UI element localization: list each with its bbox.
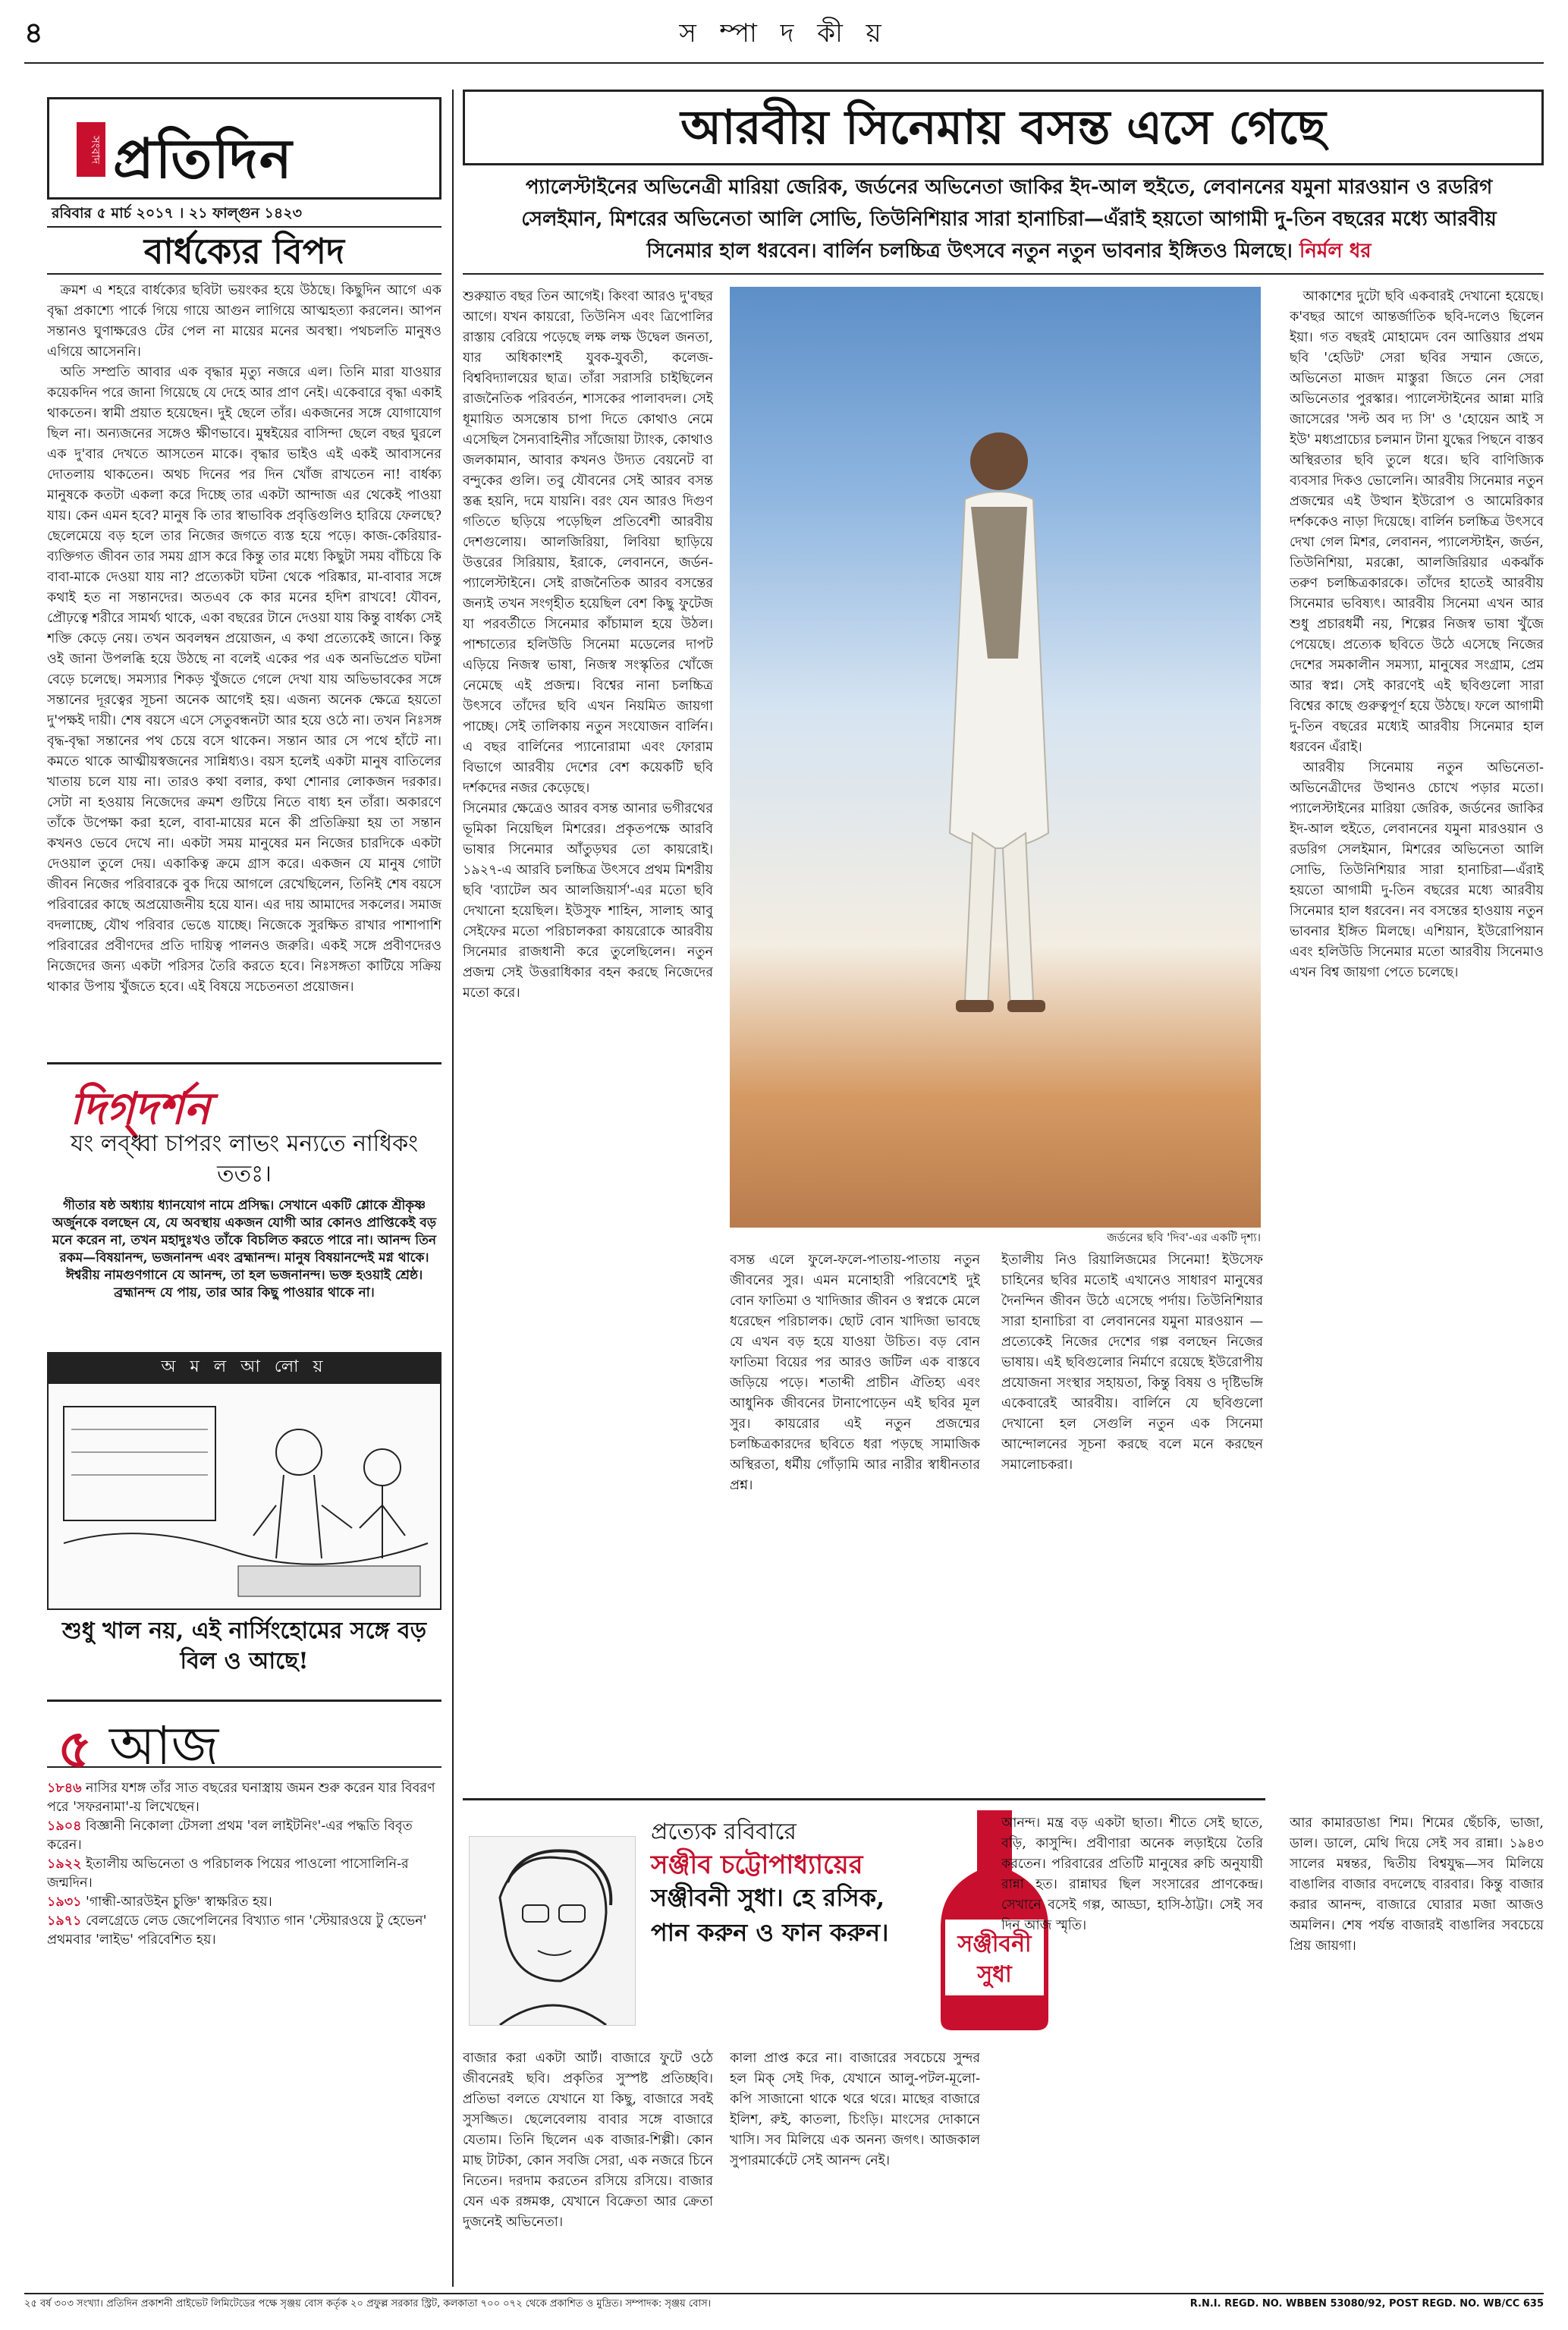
today-item — [47, 1912, 441, 1950]
today-year: ১৯৭১ — [47, 1913, 82, 1929]
today-year: ১৯২২ — [47, 1857, 82, 1872]
article-column-4 — [1290, 287, 1544, 1774]
cartoon-caption: শুধু খাল নয়, এই নার্সিংহোমের সঙ্গে বড় বিল ও আছে! — [61, 1618, 427, 1674]
column-body-3 — [1001, 1813, 1263, 2284]
today-number: ৫ — [58, 1718, 93, 1780]
column-paragraph: বাজার করা একটা আর্ট। বাজারে ফুটে ওঠে জীবনেরই ছবি। প্রকৃতির সুস্পষ্ট প্রতিচ্ছবি। প্রতিভা বলতে যেখানে যা কিছু, বাজারে সবই সুসজ্জিত। ছেলেবেলায় বাবার সঙ্গে বাজারে যেতাম। তিনি ছিলেন এক বাজার-শিল্পী। কোন মাছ টাটকা, কোন সবজি সেরা, এক নজরে চিনে নিতেন। দরদাম করতেন রসিয়ে রসিয়ে। বাজার যেন এক রঙ্গমঞ্চ, যেখানে বিক্রেতা আর ক্রেতা দুজনেই অভিনেতা। — [463, 2051, 713, 2230]
dateline: রবিবার ৫ মার্চ ২০১৭ । ২১ ফাল্গুন ১৪২৩ — [47, 197, 441, 228]
article-paragraph: আকাশের দুটো ছবি একবারই দেখানো হয়েছে। ক'বছর আগে আন্তর্জাতিক ছবি-দলেও ছিলেন ইয়া। গত বছরই মোহামেদ বেন আত্তিয়ার প্রথম ছবি 'হেডিট' সেরা ছবির সম্মান জেতে, অভিনেতা মাজদ মাস্তুরা জিতে নেন সেরা অভিনেতার পুরস্কার। প্যালেস্টাইনের আন্না মারি জাসেরের 'সল্ট অব দ্য সি' ও 'হোয়েন আই স ইউ' মধ্যপ্রাচ্যের চলমান টানা যুদ্ধের পিছনে বাস্তব অস্থিরতার ছবি তুলে ধরে। ছবি বাণিজ্যিক ব্যবসার দিকও ভোলেনি। আরবীয় সিনেমার নতুন প্রজন্মের এই উত্থান ইউরোপ ও আমেরিকার দর্শককেও নাড়া দিয়েছে। বার্লিন চলচ্চিত্র উৎসবে দেখা গেল মিশর, লেবানন, প্যালেস্টাইন, জর্ডন, তিউনিশিয়া, মরক্কো, আলজিরিয়ার একঝাঁক তরুণ চলচ্চিত্রকারকে। তাঁদের হাতেই আরবীয় সিনেমার ভবিষ্যৎ। আরবীয় সিনেমা এখন আর শুধু প্রচারধর্মী নয়, শিল্পের নিজস্ব ভাষা খুঁজে পেয়েছে। প্রত্যেক ছবিতে উঠে এসেছে নিজের দেশের সমকালীন সমস্যা, মানুষের সংগ্রাম, প্রেম আর স্বপ্ন। সেই কারণেই এই ছবিগুলো সারা বিশ্বের কাছে গুরুত্বপূর্ণ হয়ে উঠছে। ফলে আগামী দু-তিন বছরের মধ্যেই আরবীয় সিনেমার হাল ধরবেন এঁরাই। — [1290, 289, 1544, 755]
article-paragraph: সিনেমার ক্ষেত্রেও আরব বসন্ত আনার ভগীরথের ভূমিকা নিয়েছিল মিশরের। প্রকৃতপক্ষে আরবি ভাষার সিনেমার আঁতুড়ঘর তো কায়রোই। ১৯২৭-এ আরবি চলচ্চিত্র উৎসবে প্রথম মিশরীয় ছবি 'ব্যাটেল অব আলজিয়ার্স'-এর মতো ছবি দেখানো হয়েছিল। ইউসুফ শাহিন, সালাহ আবু সেইফের মতো পরিচালকরা কায়রোকে আরবীয় সিনেমার রাজধানী করে তুলেছিলেন। নতুন প্রজন্ম সেই উত্তরাধিকার বহন করছে নিজেদের মতো করে। — [463, 801, 713, 1001]
column-paragraph: আনন্দ। মন্ত্র বড় একটা ছাতা। শীতে সেই ছাতে, বড়ি, কাসুন্দি। প্রবীণারা অনেক লড়াইয়ে তৈরি করতেন। পরিবারের প্রতিটি মানুষের রুচি অনুযায়ী রান্না হত। রান্নাঘর ছিল সংসারের প্রাণকেন্দ্র। সেখানে বসেই গল্প, আড্ডা, হাসি-ঠাট্টা। সেই সব দিন আজ স্মৃতি। — [1001, 1816, 1263, 1933]
today-text: বেলগ্রেডে লেড জেপেলিনের বিখ্যাত গান 'স্টেয়ারওয়ে টু হেভেন' প্রথমবার 'লাইভ' পরিবেশিত হয়। — [47, 1913, 427, 1948]
today-text: 'গান্ধী-আরউইন চুক্তি' স্বাক্ষরিত হয়। — [86, 1895, 272, 1910]
cartoon-header: অ ম ল আ লো য় — [47, 1352, 441, 1382]
bottle-label-bottom: সুধা — [977, 1961, 1012, 1988]
masthead-tag: সংবাদ — [77, 122, 105, 177]
photo-caption: জর্ডনের ছবি 'দিব'-এর একটি দৃশ্য। — [1107, 1231, 1261, 1244]
column-paragraph: কালা প্রাপ্ত করে না। বাজারের সবচেয়ে সুন্দর হল মিক্‌ সেই দিক, যেখানে আলু-পটল-মূলো-কপি সাজানো থাকে থরে থরে। মাছের বাজারে ইলিশ, রুই, কাতলা, চিংড়ি। মাংসের দোকানে খাসি। সব মিলিয়ে এক অনন্য জগৎ। আজকাল সুপারমার্কেটে সেই আনন্দ নেই। — [730, 2051, 980, 2168]
column-title: সঞ্জীবনী সুধা। হে রসিক, পান করুন ও ফান করুন। — [651, 1883, 889, 1947]
column-body-1 — [463, 2049, 713, 2284]
bottle-label-top: সঞ্জীবনী — [957, 1931, 1032, 1957]
today-word: আজ — [109, 1715, 219, 1777]
article-column-2 — [730, 1250, 980, 1781]
cartoon-drawing — [49, 1384, 440, 1608]
article-deck-text: প্যালেস্টাইনের অভিনেত্রী মারিয়া জেরিক, জর্ডনের অভিনেতা জাকির ইদ-আল হুইতে, লেবাননের যমুনা মারওয়ান ও রডরিগ সেলইমান, মিশরের অভিনেতা আলি সোভি, তিউনিশিয়ার সারা হানাচিরা—এঁরাই হয়তো আগামী দু-তিন বছরের মধ্যে আরবীয় সিনেমার হাল ধরবেন। বার্লিন চলচ্চিত্র উৎসবে নতুন নতুন ভাবনার ইঙ্গিতও মিলছে। — [521, 176, 1497, 263]
article-paragraph: ইতালীয় নিও রিয়ালিজমের সিনেমা! ইউসেফ চাহিনের ছবির মতোই এখানেও সাধারণ মানুষের দৈনন্দিন জীবন উঠে এসেছে পর্দায়। তিউনিশিয়ার সারা হানাচিরা বা লেবাননের যমুনা মারওয়ান — প্রত্যেকেই নিজের দেশের গল্প বলছেন নিজের ভাষায়। এই ছবিগুলোর নির্মাণে রয়েছে ইউরোপীয় প্রযোজনা সংস্থার সহায়তা, কিন্তু বিষয় ও দৃষ্টিভঙ্গি একেবারেই আরবীয়। বার্লিনে যে ছবিগুলো দেখানো হল সেগুলি নতুন এক সিনেমা আন্দোলনের সূচনা করছে বলে মনে করছেন সমালোচকরা। — [1001, 1253, 1263, 1473]
today-text: বিজ্ঞানী নিকোলা টেসলা প্রথম 'বল লাইটনিং'-এর পদ্ধতি বিবৃত করেন। — [47, 1819, 413, 1853]
today-text: নাসির যশঙ্গ তাঁর সাত বছরের ঘনাস্ত্রায় জমন শুরু করেন যার বিবরণ পরে 'সফরনামা'-য় লিখেছেন। — [47, 1781, 435, 1815]
today-item — [47, 1779, 441, 1817]
today-year: ১৯৩১ — [47, 1895, 82, 1910]
cartoon-image — [47, 1382, 441, 1610]
digdarshan-logo — [47, 1062, 441, 1134]
column-paragraph: আর কামারডাঙা শিম। শিমের ছেঁচকি, ভাজা, ডাল। ডালে, মেথি দিয়ে সেই সব রান্না। ১৯৪৩ সালের মন্বন্তর, দ্বিতীয় বিশ্বযুদ্ধ—সব মিলিয়ে বাঙালির বাজার বদলেছে বারবার। কিন্তু বাজার করার আনন্দ, বাজারে ঘোরার মজা আজও অমলিন। শেষ পর্যন্ত বাজারই বাঙালির সবচেয়ে প্রিয় জায়গা। — [1290, 1816, 1544, 1954]
column-body-4 — [1290, 1813, 1544, 2284]
today-item — [47, 1855, 441, 1893]
article-paragraph: আরবীয় সিনেমায় নতুন অভিনেতা-অভিনেত্রীদের উত্থানও চোখে পড়ার মতো। প্যালেস্টাইনের মারিয়া জেরিক, জর্ডনের জাকির ইদ-আল হুইতে, লেবাননের যমুনা মারওয়ান ও রডরিগ সেলইমান, মিশরের অভিনেতা আলি সোভি, তিউনিশিয়ার সারা হানাচিরা—এঁরাই হয়তো আগামী দু-তিন বছরের মধ্যে আরবীয় সিনেমার হাল ধরবেন। নব বসন্তের হাওয়ায় নতুন ভাবনার ইঙ্গিত মিলছে। এশিয়ান, ইউরোপিয়ান এবং হলিউডি সিনেমার মতো আরবীয় সিনেমাও এখন বিশ্ব জায়গা পেতে চলেছে। — [1290, 760, 1544, 980]
editorial-title: বার্ধক্যের বিপদ — [47, 228, 441, 275]
imprint-footer — [24, 2293, 1544, 2311]
digdarshan-logo-text: দিগ্‌দর্শন — [70, 1083, 210, 1134]
today-header — [47, 1700, 441, 1780]
article-headline: আরবীয় সিনেমায় বসন্ত এসে গেছে — [463, 90, 1544, 165]
registration-number: R.N.I. REGD. NO. WBBEN 53080/92, POST REGD. NO. WB/CC 635 — [1189, 2298, 1544, 2310]
article-byline: নির্মল ধর — [1299, 240, 1372, 263]
column-divider — [452, 90, 454, 2287]
page-number: ৪ — [24, 15, 43, 49]
digdarshan-text: গীতার ষষ্ঠ অধ্যায় ধ্যানযোগ নামে প্রসিদ্ধ। সেখানে একটি শ্লোকে শ্রীকৃষ্ণ অর্জুনকে বলছেন যে, যে অবস্থায় একজন যোগী আর কোনও প্রাপ্তিকেই বড় মনে করেন না, তখন মহাদুঃখও তাঁকে বিচলিত করতে পারে না। আনন্দ তিন রকম—বিষয়ানন্দ, ভজনানন্দ এবং ব্রহ্মানন্দ। মানুষ বিষয়ানন্দেই মগ্ন থাকে। ঈশ্বরীয় নামগুণগানে যে আনন্দ, তা হল ভজনানন্দ। ভক্ত হওয়াই শ্রেষ্ঠ। ব্রহ্মানন্দ যে পায়, তার আর কিছু পাওয়ার থাকে না। — [52, 1198, 437, 1300]
deck-rule — [463, 273, 1544, 275]
person-figure — [935, 408, 1064, 1030]
today-year: ১৮৪৬ — [47, 1781, 82, 1796]
article-photo — [730, 287, 1261, 1228]
column-body-2 — [730, 2049, 980, 2284]
today-year: ১৯০৪ — [47, 1819, 82, 1834]
masthead-logo: প্রতিদিন — [113, 127, 294, 190]
article-paragraph: শুরুয়াত বছর তিন আগেই। কিংবা আরও দু'বছর আগে। যখন কায়রো, তিউনিস এবং ত্রিপোলির রাস্তায় বেরিয়ে পড়েছে লক্ষ লক্ষ উদ্বেল জনতা, যার অধিকাংশই যুবক-যুবতী, কলেজ-বিশ্ববিদ্যালয়ের ছাত্র। তাঁরা সরাসরি চাইছিলেন রাজনৈতিক পরিবর্তন, শাসকের পালাবদল। সেই ধূমায়িত অসন্তোষ চাপা দিতে কোথাও নেমে এসেছিল সৈন্যবাহিনীর সাঁজোয়া ট্যাংক, কোথাও জলকামান, আবার কখনও উদ্যত বেয়নেট বা বন্দুকের গুলি। তবু যৌবনের সেই আরব বসন্ত স্তব্ধ হয়নি, দমে যায়নি। বরং যেন আরও দিগুণ গতিতে ছড়িয়ে পড়েছিল প্রতিবেশী আরবীয় দেশগুলোয়। আলজিরিয়া, লিবিয়া ছাড়িয়ে উত্তরের সিরিয়ায়, ইরাকে, লেবাননে, জর্ডন-প্যালেস্টাইনে। সেই রাজনৈতিক আরব বসন্তের জন্যই তখন সংগৃহীত হয়েছিল বেশ কিছু ফুটেজ যা পরবর্তীতে সিনেমার কাঁচামাল হয়ে উঠল। পাশ্চাত্যের হলিউডি সিনেমা মডেলের দাপট এড়িয়ে নিজস্ব ভাষা, নিজস্ব সংস্কৃতির খোঁজে নেমেছে এই প্রজন্ম। বিশ্বের নানা চলচ্চিত্র উৎসবে তাঁদের ছবি এখন নিয়মিত জায়গা পাচ্ছে। সেই তালিকায় নতুন সংযোজন বার্লিন। এ বছর বার্লিনের প্যানোরামা এবং ফোরাম বিভাগে আরবীয় দেশের বেশ কয়েকটি ছবি দর্শকদের নজর কেড়েছে। — [463, 289, 713, 796]
column-author: সঞ্জীব চট্টোপাধ্যায়ের — [651, 1850, 863, 1880]
editorial-body — [47, 281, 441, 1055]
article-column-3 — [1001, 1250, 1263, 1781]
editorial-paragraph: অতি সম্প্রতি আবার এক বৃদ্ধার মৃত্যু নজরে এল। তিনি মারা যাওয়ার কয়েকদিন পরে জানা গিয়েছে যে দেহে আর প্রাণ নেই। একেবারে বৃদ্ধা একাই থাকতেন। স্বামী প্রয়াত হয়েছেন। দুই ছেলে তাঁর। একজনের সঙ্গে যোগাযোগ ছিল না। অন্যজনের সঙ্গেও ক্ষীণভাবে। মুম্বইয়ের বাসিন্দা ছেলে বছর ঘুরলে এক দু'বার দেখতে আসতেন মাকে। বৃদ্ধার ভাইও এই একই আবাসনের দোতলায় থাকতেন। অথচ দিনের পর দিন খোঁজ রাখতেন না! বার্ধক্য মানুষকে কতটা একলা করে দিচ্ছে তার একটা আন্দাজ এর থেকেই পাওয়া যায়। কেন এমন হবে? মানুষ কি তার স্বাভাবিক প্রবৃত্তিগুলিও হারিয়ে ফেলছে? ছেলেমেয়ে বড় হলে তার নিজের জগতে ব্যস্ত হয়ে পড়ে। কাজ-কেরিয়ার-ব্যক্তিগত জীবন তার সময় গ্রাস করে কিন্তু তার মধ্যে কিছুটা সময় বাঁচিয়ে কি বাবা-মাকে দেওয়া যায় না? প্রত্যেকটা ঘটনা থেকে পরিষ্কার, মা-বাবার সঙ্গে কথাই হত না সন্তানদের। অতএব কে কার মনের হদিশ রাখবে! যৌবন, প্রৌঢ়ত্বে শরীরে সামর্থ্য থাকে, একা বছরের টানে দেওয়া যায় কিন্তু বার্ধক্য সেই শক্তি কেড়ে নেয়। তখন অবলম্বন প্রয়োজন, এ কথা প্রত্যেকেই জানে। কিন্তু ওই জানা উপলব্ধি হয়ে উঠছে না বলেই একের পর এক অনভিপ্রেত ঘটনা বেড়ে চলেছে। সমস্যার শিকড় খুঁজতে গেলে দেখা যায় অভিভাবকের সঙ্গে সন্তানের দূরত্বের সূচনা অনেক আগেই হয়। এজন্য অনেক ক্ষেত্রে হয়তো দু'পক্ষই দায়ী। শেষ বয়সে এসে সেতুবন্ধনটা আর হয়ে ওঠে না। তখন নিঃসঙ্গ বৃদ্ধ-বৃদ্ধা সন্তানের পথ চেয়ে বসে থাকেন। সন্তান আর সে পথে হাঁটে না। কমতে থাকে আত্মীয়স্বজনের সান্নিধ্যও। বয়স হলেই একটা মানুষ বাতিলের খাতায় চলে যায় না। তারও কথা বলার, কথা শোনার লোকজন দরকার। সেটা না হওয়ায় নিজেদের ক্রমশ গুটিয়ে নিতে বাধ্য হন তাঁরা। অকারণে তাঁকে উপেক্ষা করা হলে, বাবা-মায়ের মনে কী প্রতিক্রিয়া হয় তা সন্তান কখনও ভেবে দেখে না। একটা সময় মানুষের মন নিজের চারদিকে একটা দেওয়াল তুলে দেয়। একাকিত্ব ক্রমে গ্রাস করে। একজন যে মানুষ গোটা জীবন নিজের পরিবারকে বুক দিয়ে আগলে রেখেছিলেন, তিনিই শেষ বয়সে পরিবারের কাছে অপ্রয়োজনীয় হয়ে যান। এর দায় আমাদের সকলের। সমাজ বদলাচ্ছে, যৌথ পরিবার ভেঙে যাচ্ছে। নিজেকে সুরক্ষিত রাখার পাশাপাশি পরিবারের প্রবীণদের প্রতি দায়িত্ব পালনও জরুরি। একই সঙ্গে প্রবীণদেরও নিজেদের জন্য একটা পরিসর তৈরি করতে হবে। নিঃসঙ্গতা কাটিয়ে সক্রিয় থাকার উপায় খুঁজতে হবে। এই বিষয়ে সচেতনতা প্রয়োজন। — [47, 365, 441, 995]
author-portrait — [469, 1836, 636, 2026]
today-text: ইতালীয় অভিনেতা ও পরিচালক পিয়ের পাওলো পাসোলিনি-র জন্মদিন। — [47, 1857, 409, 1891]
digdarshan-quote: যং লব্ধ্বা চাপরং লাভং মন্যতে নাধিকং ততঃ। — [71, 1130, 418, 1187]
section-title: স ম্পা দ কী য় — [679, 18, 889, 49]
masthead — [47, 97, 441, 197]
article-paragraph: বসন্ত এলে ফুলে-ফলে-পাতায়-পাতায় নতুন জীবনের সুর। এমন মনোহারী পরিবেশেই দুই বোন ফাতিমা ও খাদিজার জীবন ও স্বপ্নকে মেলে ধরেছেন পরিচালক। ছোট বোন খাদিজা ভাবছে যে এখন বড় হয়ে যাওয়া উচিত। বড় বোন ফাতিমা বিয়ের পর আরও জটিল এক বাস্তবে জড়িয়ে পড়ে। শতাব্দী প্রাচীন ঐতিহ্য এবং আধুনিক জীবনের টানাপোড়েন এই ছবির মূল সুর। কায়রোর এই নতুন প্রজন্মের চলচ্চিত্রকারদের ছবিতে ধরা পড়ছে সামাজিক অস্থিরতা, ধর্মীয় গোঁড়ামি আর নারীর স্বাধীনতার প্রশ্ন। — [730, 1253, 980, 1493]
portrait-drawing — [470, 1837, 635, 2025]
today-item — [47, 1817, 441, 1855]
today-item — [47, 1893, 441, 1912]
column-pre: প্রত্যেক রবিবারে — [651, 1819, 797, 1845]
imprint-text: ২৫ বর্ষ ৩০৩ সংখ্যা। প্রতিদিন প্রকাশনী প্রাইভেট লিমিটেডের পক্ষে সৃঞ্জয় বোস কর্তৃক ২০ প্রফুল্ল সরকার স্ট্রিট, কলকাতা ৭০০ ০৭২ থেকে প্রকাশিত ও মুদ্রিত। সম্পাদক: সৃঞ্জয় বোস। — [24, 2298, 712, 2310]
editorial-paragraph: ক্রমশ এ শহরে বার্ধক্যের ছবিটা ভয়ংকর হয়ে উঠছে। কিছুদিন আগে এক বৃদ্ধা প্রকাশ্যে পার্কে গিয়ে গায়ে আগুন লাগিয়ে আত্মহত্যা করলেন। আপন সন্তানও ঘুণাক্ষরেও টের পেল না মায়ের মনের অবস্থা। পথচলতি মানুষও এগিয়ে আসেননি। — [47, 283, 441, 360]
today-list — [47, 1779, 441, 1950]
article-column-1 — [463, 287, 713, 1774]
article-deck — [493, 171, 1525, 267]
top-rule — [24, 62, 1544, 64]
